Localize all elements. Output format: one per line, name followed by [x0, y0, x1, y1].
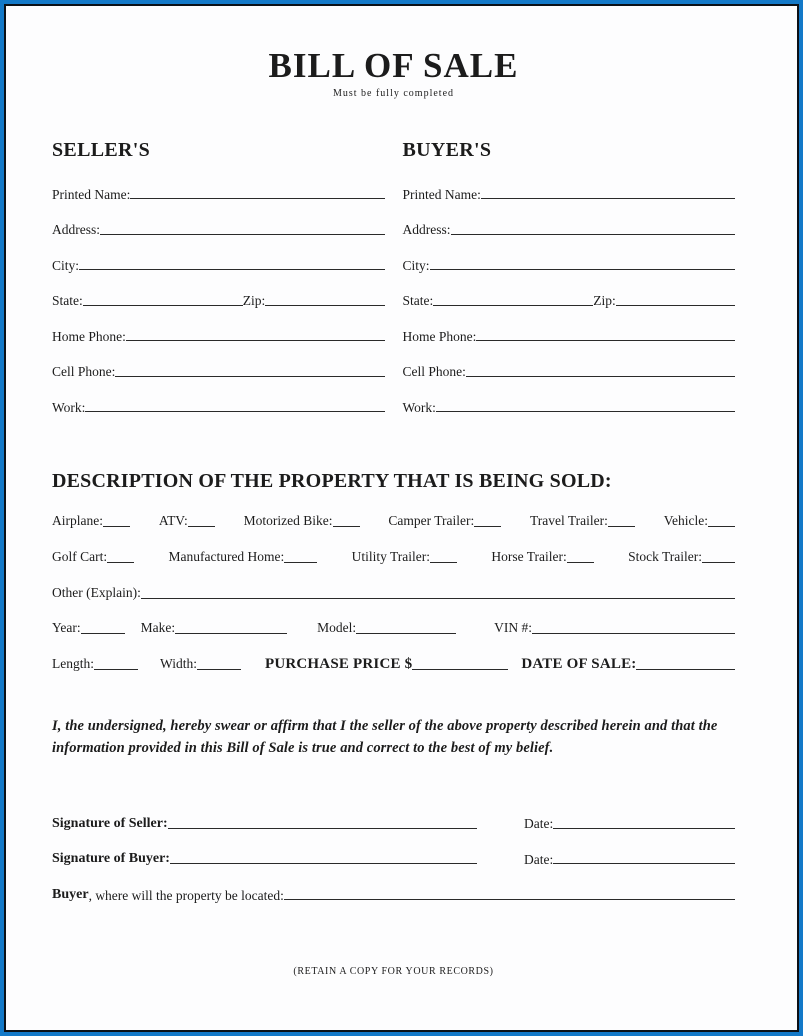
vin-field — [494, 620, 735, 636]
seller-section — [52, 139, 385, 415]
camper-trailer-label: Camper Trailer: — [388, 513, 475, 529]
seller-zip-blank — [265, 304, 384, 306]
buyer-city-blank — [430, 268, 735, 270]
property-type-utility-trailer — [352, 549, 457, 565]
vin-label: VIN #: — [494, 620, 533, 636]
seller-city-blank — [79, 268, 384, 270]
width-label: Width: — [160, 655, 197, 671]
page-inner-frame — [4, 4, 799, 1032]
address-label: Address: — [52, 222, 100, 238]
vin-blank — [532, 632, 735, 634]
horse-trailer-label: Horse Trailer: — [491, 549, 567, 565]
atv-blank — [188, 525, 215, 527]
buyer-state-zip-row — [403, 272, 736, 308]
utility-trailer-blank — [430, 561, 457, 563]
property-location-row — [52, 866, 735, 902]
affirmation-text: I, the undersigned, hereby swear or affirm that I the seller of the above property described herein and that the information provided in this Bill of Sale is true and correct to the best of my belief. — [52, 717, 718, 756]
property-types-row-1 — [52, 493, 735, 529]
property-type-manufactured-home — [168, 549, 317, 565]
property-type-horse-trailer — [491, 549, 593, 565]
model-blank — [356, 632, 456, 634]
date-label: Date: — [524, 851, 554, 867]
purchase-price-label: PURCHASE PRICE $ — [264, 655, 413, 672]
seller-work-blank — [85, 410, 384, 412]
buyer-section — [403, 139, 736, 415]
make-field — [141, 620, 288, 636]
property-type-atv — [159, 513, 215, 529]
buyer-address-row — [403, 201, 736, 237]
year-blank — [81, 632, 125, 634]
seller-printed-name-row — [52, 166, 385, 202]
seller-home-phone-blank — [126, 339, 385, 341]
stock-trailer-label: Stock Trailer: — [628, 549, 702, 565]
vehicle-details-row — [52, 601, 735, 637]
buyer-state-blank — [433, 304, 593, 306]
signature-of-buyer-label: Signature of Buyer: — [52, 851, 170, 867]
seller-date-field — [524, 817, 735, 831]
buyer-work-blank — [436, 410, 735, 412]
width-field — [160, 656, 241, 672]
manufactured-home-blank — [284, 561, 317, 563]
buyer-home-phone-blank — [476, 339, 735, 341]
state-label: State: — [52, 293, 83, 309]
seller-address-row — [52, 201, 385, 237]
vehicle-label: Vehicle: — [663, 513, 708, 529]
seller-signature-blank — [168, 827, 477, 829]
seller-address-blank — [100, 233, 385, 235]
city-label: City: — [52, 257, 80, 273]
seller-home-phone-row — [52, 308, 385, 344]
page-subtitle: Must be fully completed — [332, 87, 455, 99]
city-label: City: — [402, 257, 430, 273]
seller-cell-phone-blank — [115, 375, 384, 377]
date-of-sale-field — [521, 657, 735, 672]
seller-state-zip-row — [52, 272, 385, 308]
buyer-signature-row — [52, 831, 735, 867]
airplane-blank — [103, 525, 130, 527]
other-explain-blank — [141, 597, 735, 599]
work-label: Work: — [52, 399, 86, 415]
buyer-printed-name-row — [403, 166, 736, 202]
seller-printed-name-blank — [130, 197, 384, 199]
length-label: Length: — [52, 655, 94, 671]
retain-copy-footer: (RETAIN A COPY FOR YOUR RECORDS) — [293, 966, 494, 978]
page-title: BILL OF SALE — [268, 46, 519, 85]
description-heading: DESCRIPTION OF THE PROPERTY THAT IS BEING SOLD: — [52, 470, 612, 493]
property-type-airplane — [52, 513, 130, 529]
seller-heading: SELLER'S — [52, 138, 151, 161]
buyer-work-row — [403, 379, 736, 415]
date-of-sale-blank — [636, 668, 735, 670]
price-and-date-row — [52, 636, 735, 672]
seller-signature-field — [52, 817, 477, 831]
title-block — [52, 48, 735, 99]
buyer-date-field — [524, 853, 735, 867]
make-blank — [175, 632, 287, 634]
property-type-travel-trailer — [530, 513, 635, 529]
golf-cart-label: Golf Cart: — [52, 549, 108, 565]
buyer-printed-name-blank — [481, 197, 735, 199]
buyer-zip-blank — [616, 304, 735, 306]
atv-label: ATV: — [158, 513, 188, 529]
width-blank — [197, 668, 241, 670]
buyer-date-blank — [553, 862, 735, 864]
property-types-row-2 — [52, 529, 735, 565]
printed-name-label: Printed Name: — [402, 186, 481, 202]
property-location-blank — [284, 898, 735, 900]
signature-of-seller-label: Signature of Seller: — [52, 815, 168, 831]
property-type-motorized-bike — [244, 513, 360, 529]
date-label: Date: — [524, 816, 554, 832]
year-field — [52, 620, 125, 636]
seller-cell-phone-row — [52, 343, 385, 379]
seller-date-blank — [553, 827, 735, 829]
parties-section — [52, 139, 735, 415]
motorized-bike-blank — [333, 525, 360, 527]
buyer-cell-phone-blank — [466, 375, 735, 377]
other-explain-label: Other (Explain): — [52, 584, 141, 600]
utility-trailer-label: Utility Trailer: — [351, 549, 431, 565]
make-label: Make: — [140, 620, 176, 636]
cell-phone-label: Cell Phone: — [402, 364, 466, 380]
date-of-sale-label: DATE OF SALE: — [521, 655, 637, 672]
buyer-home-phone-row — [403, 308, 736, 344]
buyer-signature-field — [52, 852, 477, 866]
property-type-vehicle — [664, 513, 735, 529]
purchase-price-field — [265, 657, 508, 672]
cell-phone-label: Cell Phone: — [52, 364, 116, 380]
motorized-bike-label: Motorized Bike: — [243, 513, 333, 529]
property-type-camper-trailer — [388, 513, 501, 529]
length-field — [52, 656, 138, 672]
golf-cart-blank — [107, 561, 134, 563]
stock-trailer-blank — [702, 561, 735, 563]
buyer-signature-blank — [170, 862, 477, 864]
travel-trailer-blank — [608, 525, 635, 527]
home-phone-label: Home Phone: — [52, 328, 126, 344]
buyer-city-row — [403, 237, 736, 273]
zip-label: Zip: — [242, 293, 266, 309]
year-label: Year: — [52, 620, 81, 636]
seller-state-blank — [83, 304, 243, 306]
buyer-bold-label: Buyer — [52, 887, 89, 903]
state-label: State: — [402, 293, 434, 309]
purchase-price-blank — [412, 668, 508, 670]
travel-trailer-label: Travel Trailer: — [530, 513, 608, 529]
camper-trailer-blank — [474, 525, 501, 527]
horse-trailer-blank — [567, 561, 594, 563]
zip-label: Zip: — [593, 293, 616, 309]
seller-work-row — [52, 379, 385, 415]
buyer-heading: BUYER'S — [402, 138, 492, 161]
model-label: Model: — [317, 620, 357, 636]
work-label: Work: — [402, 399, 436, 415]
manufactured-home-label: Manufactured Home: — [168, 549, 285, 565]
length-blank — [94, 668, 138, 670]
seller-city-row — [52, 237, 385, 273]
seller-signature-row — [52, 795, 735, 831]
address-label: Address: — [402, 222, 451, 238]
other-explain-row — [52, 565, 735, 601]
property-location-label: , where will the property be located: — [88, 887, 284, 903]
airplane-label: Airplane: — [52, 513, 103, 529]
buyer-address-blank — [451, 233, 736, 235]
property-type-stock-trailer — [628, 549, 735, 565]
home-phone-label: Home Phone: — [402, 328, 477, 344]
vehicle-blank — [708, 525, 735, 527]
model-field — [317, 620, 456, 636]
buyer-cell-phone-row — [403, 343, 736, 379]
printed-name-label: Printed Name: — [52, 186, 131, 202]
property-type-golf-cart — [52, 549, 134, 565]
